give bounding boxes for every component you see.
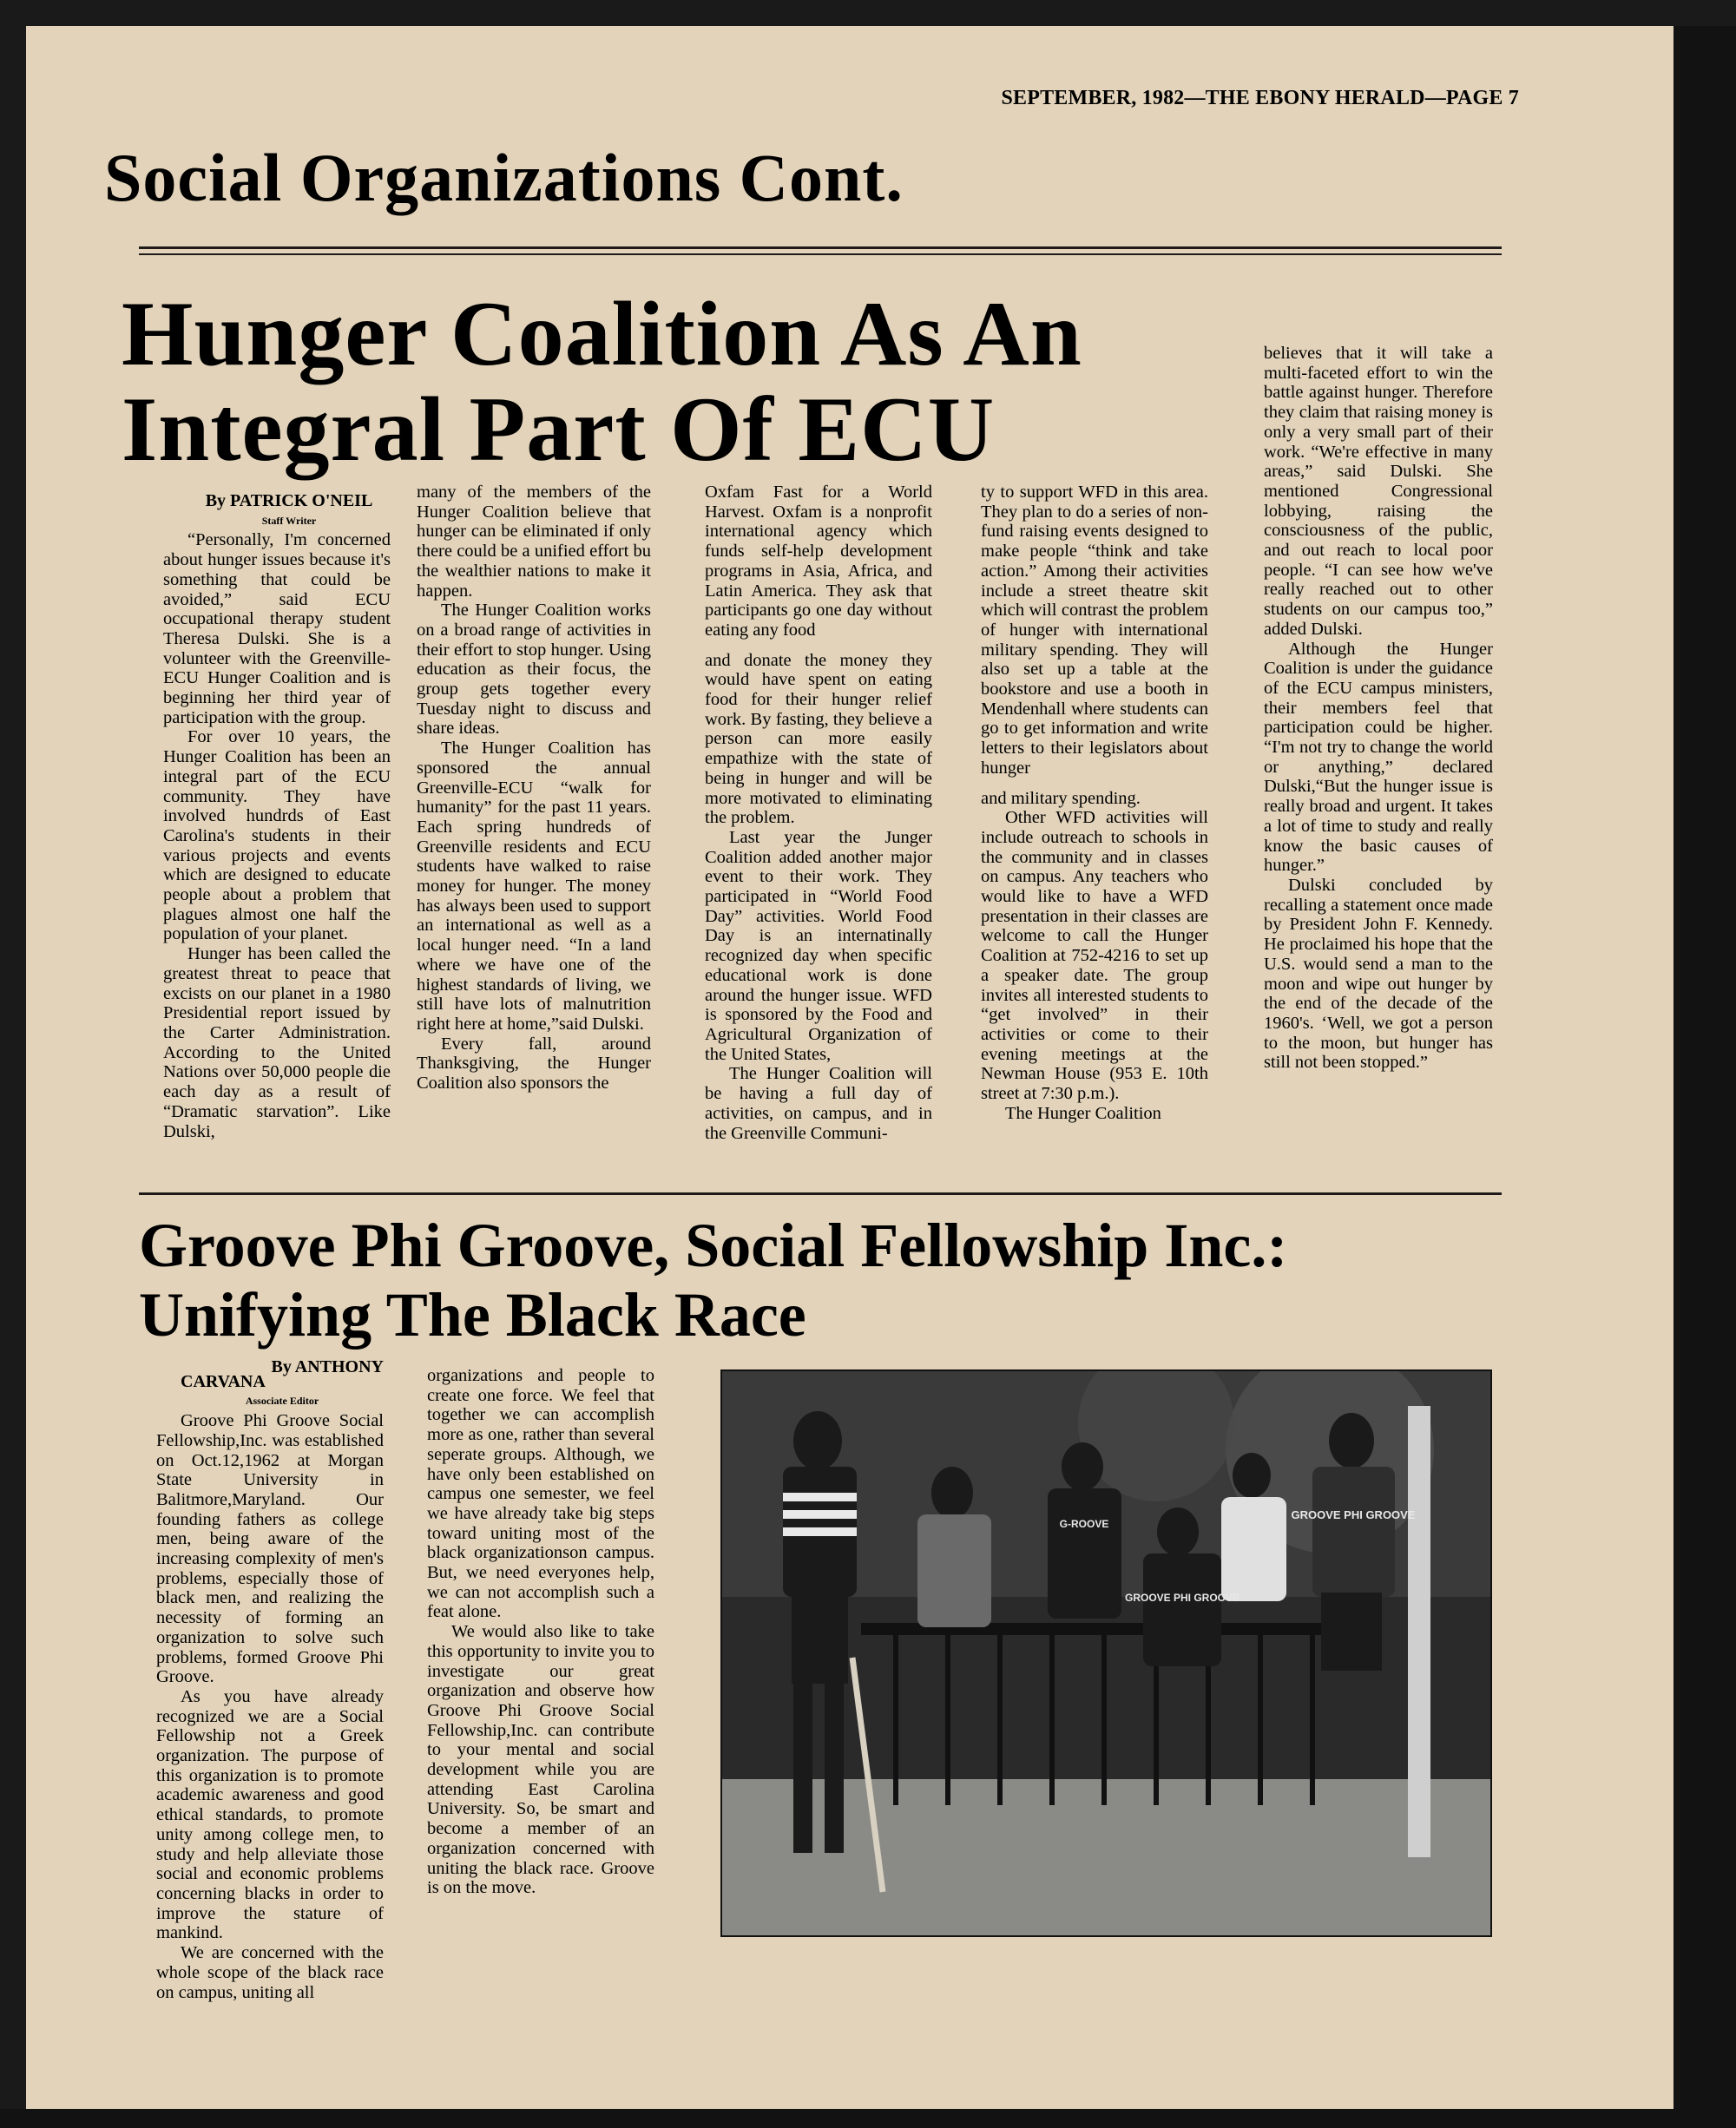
article1-col1-para-1: “Personally, I'm concerned about hunger issues because it's something that could be avoided,” said ECU occupational therapy student Theresa Dulski. She is a volunteer with the Greenville-ECU Hunger Coalition and is beginning her third year of participation with the group. (163, 530, 391, 727)
article1-col3-para-2: and donate the money they would have spent on eating food for their hunger relief work. By fasting, they believe a person can more easily empathize with the state of being in hunger and will be more motivated to eliminating the problem. (705, 650, 932, 828)
article1-col4-para-1: ty to support WFD in this area. They plan to do a series of non-fund raising events designed to make people “think and take action.” Among their activities include a street theatre skit which will contrast the problem of hunger with international military spending. They will also set up a table at the bookstore and use a booth in Mendenhall where students can go to get information and write letters to their legislators about hunger (981, 483, 1208, 778)
top-rule-double-1 (139, 246, 1502, 249)
article2-headline-line-2: Unifying The Black Race (139, 1280, 806, 1350)
article2-headline-line-1: Groove Phi Groove, Social Fellowship Inc.: (139, 1211, 1288, 1280)
section-title: Social Organizations Cont. (104, 140, 904, 215)
article2-col1-para-2: As you have already recognized we are a Social Fellowship not a Greek organization. The purpose of this organization is to promote academic awareness and good ethical standards, to promote unity among college men, to study and help alleviate those social and economic problems concerning blacks in order to improve the stature of mankind. (156, 1686, 384, 1943)
article2-role: Associate Editor (245, 1395, 319, 1408)
article1-col3-para-1: Oxfam Fast for a World Harvest. Oxfam is a nonprofit international agency which funds self-help development programs in Asia, Africa, and Latin America. They ask that participants go one day without eating any food (705, 483, 932, 640)
article1-col3-para-4: The Hunger Coalition will be having a full day of activities, on campus, and in the Greenville Communi- (705, 1064, 932, 1143)
group-photo-illustration (722, 1371, 1490, 1935)
article2-col1-para-3: We are concerned with the whole scope of the black race on campus, uniting all (156, 1943, 384, 2002)
article2-col1-para-1: Groove Phi Groove Social Fellowship,Inc. was established on Oct.12,1962 at Morgan State University in Balitmore,Maryland. Our founding fathers as college men, being aware of the increasing complexity of men's problems, especially those of black men, and realizing the necessity of forming an organization to solve such problems, formed Groove Phi Groove. (156, 1411, 384, 1687)
article2-headline (139, 1211, 1519, 1350)
article1-col2-para-3: The Hunger Coalition has sponsored the annual Greenville-ECU “walk for humanity” for the past 11 years. Each spring hundreds of Greenville residents and ECU students have walked to raise money for hunger. The money has always been used to support an international as well as a local hunger need. “In a land where we have one of the highest standards of living, we still have lots of malnutrition right here at home,”said Dulski. (417, 739, 651, 1034)
article1-col5-para-2: Although the Hunger Coalition is under the guidance of the ECU campus ministers, their members feel that participation could be higher. “I'm not try to change the world or anything,” declared Dulski,“But the hunger issue is really broad and urgent. It takes a lot of time to study and really know the basic causes of hunger.” (1264, 639, 1493, 876)
article1-col2-para-4: Every fall, around Thanksgiving, the Hunger Coalition also sponsors the (417, 1034, 651, 1094)
article1-col1-para-2: For over 10 years, the Hunger Coalition has been an integral part of the ECU community. They have involved hundrds of East Carolina's students in their various projects and events which are designed to educate people about a problem that plagues almost one half the population of your planet. (163, 727, 391, 944)
article2-column-1 (156, 1357, 384, 2002)
shirt-text-right: GROOVE PHI GROOVE (1291, 1508, 1416, 1521)
article1-col5-para-1: believes that it will take a multi-faceted effort to win the battle against hunger. Therefore they claim that raising money is only a very small part of their work. “We're effective in many areas,” said Dulski. She mentioned Congressional lobbying, raising the consciousness of the public, and out reach to local poor people. “I can see how we've really reached out to other students on our campus too,” added Dulski. (1264, 344, 1493, 639)
article1-column-5 (1264, 344, 1493, 1073)
scan-border-bottom (0, 2109, 1736, 2128)
article1-col3-para-3: Last year the Junger Coalition added another major event to their work. They participated in “World Food Day” activities. World Food Day is an internatinally recognized day when specific educational work is done around the hunger issue. WFD is sponsored by the Food and Agricultural Organization of the United States, (705, 827, 932, 1064)
article1-col4-para-4: The Hunger Coalition (1005, 1103, 1161, 1123)
article1-column-3 (705, 483, 932, 1143)
article1-headline: Hunger Coalition As An Integral Part Of ECU (122, 283, 1082, 480)
article1-column-2 (417, 483, 651, 1094)
article1-col5-para-3: Dulski concluded by recalling a statement once made by President John F. Kennedy. He proclaimed his hope that the U.S. would send a man to the moon and wipe out hunger by the end of the decade of the 1960's. ‘Well, we got a person to the moon, but hunger has still not been stopped.” (1264, 875, 1493, 1073)
middle-rule (139, 1192, 1502, 1195)
article1-role: Staff Writer (261, 514, 317, 527)
article1-column-1 (163, 491, 391, 1141)
article1-column-4 (981, 483, 1208, 1124)
article2-col2-para-1: organizations and people to create one force. We feel that together we can accomplish more as one, rather than several seperate groups. Although, we have only been established on campus one semester, we feel we have already take big steps toward uniting most of the black organizationson campus. But, we need everyones help, we can not accomplish such a feat alone. (427, 1366, 654, 1622)
scan-border-right (1674, 26, 1736, 2109)
article1-col1-para-3: Hunger has been called the greatest threat to peace that excists on our planet in a 1980 Presidential report issued by the Carter Administration. According to the United Nations over 50,000 people die each day as a result of “Dramatic starvation”. Like Dulski, (163, 944, 391, 1141)
article2-byline-first: By ANTHONY (271, 1357, 384, 1376)
top-rule-double-2 (139, 253, 1502, 255)
article1-col2-para-1: many of the members of the Hunger Coalition believe that hunger can be eliminated if only there could be a unified effort bu the wealthier nations to make it happen. (417, 483, 651, 601)
article2-byline-last: CARVANA (181, 1371, 266, 1391)
article1-col2-para-2: The Hunger Coalition works on a broad range of activities in their effort to stop hunger. Using education as their focus, the group gets together every Tuesday night to discuss and share ideas. (417, 601, 651, 739)
article2-column-2 (427, 1366, 654, 1898)
article2-col2-para-2: We would also like to take this opportunity to invite you to investigate our great organization and observe how Groove Phi Groove Social Fellowship,Inc. can contribute to your mental and social development while you are attending East Carolina University. So, be smart and become a member of an organization concerned with uniting the black race. Groove is on the move. (427, 1622, 654, 1898)
article1-col4-para-2: and military spending. (981, 788, 1141, 808)
shirt-text-center: GROOVE PHI GROOVE (1124, 1592, 1240, 1604)
shirt-text-left: G-ROOVE (1059, 1518, 1109, 1530)
group-photo (720, 1369, 1492, 1937)
article1-byline: By PATRICK O'NEIL (205, 491, 373, 510)
page-header-line: SEPTEMBER, 1982—THE EBONY HERALD—PAGE 7 (1001, 87, 1519, 109)
article1-col4-para-3: Other WFD activities will include outreach to schools in the community and in classes on campus. Any teachers who would like to have a WFD presentation in their classes are welcome to call the Hunger Coalition at 752-4216 to set up a speaker date. The group invites all interested students to “get involved” in their activities or come to their evening meetings at the Newman House (953 E. 10th street at 7:30 p.m.). (981, 808, 1208, 1104)
